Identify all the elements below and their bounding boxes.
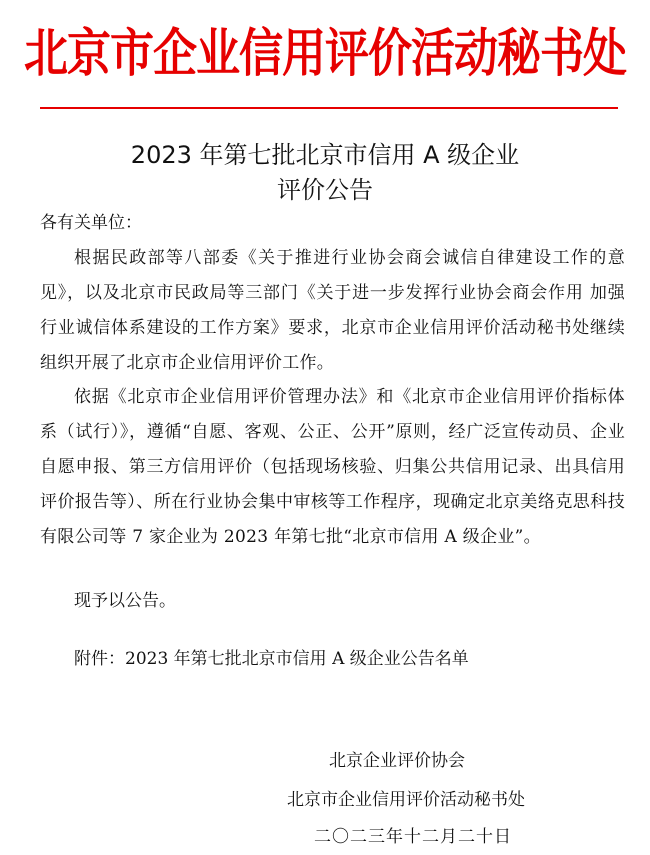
masthead-title: 北京市企业信用评价活动秘书处 [24,23,626,84]
body-paragraph-1: 根据民政部等八部委《关于推进行业协会商会诚信自律建设工作的意见》，以及北京市民政局等三部门《关于进一步发挥行业协会商会作用 加强行业诚信体系建设的工作方案》要求，北京市企业信用评价活动秘书处继续组织开展了北京市企业信用评价工作。 [40,248,625,373]
closing-statement: 现予以公告。 [74,591,176,611]
signature-org-1: 北京企业评价协会 [329,751,465,771]
salutation: 各有关单位： [40,213,142,233]
body-paragraph-2: 依据《北京市企业信用评价管理办法》和《北京市企业信用评价指标体系（试行）》，遵循“自愿、客观、公正、公开”原则，经广泛宣传动员、企业自愿申报、第三方信用评价（包括现场核验、归集公共信用记录、出具信用评价报告等）、所在行业协会集中审核等工作程序，现确定北京美络克思科技有限公司等 7 家企业为 2023 年第七批“北京市信用 A 级企业”。 [40,387,625,547]
signature-date: 二〇二三年十二月二十日 [314,827,512,847]
signature-org-2: 北京市企业信用评价活动秘书处 [287,790,525,810]
attachment-note: 附件：2023 年第七批北京市信用 A 级企业公告名单 [74,649,469,669]
document-title-line-2: 评价公告 [277,176,373,204]
document-title-line-1: 2023 年第七批北京市信用 A 级企业 [130,141,520,169]
red-divider-line [40,107,618,109]
